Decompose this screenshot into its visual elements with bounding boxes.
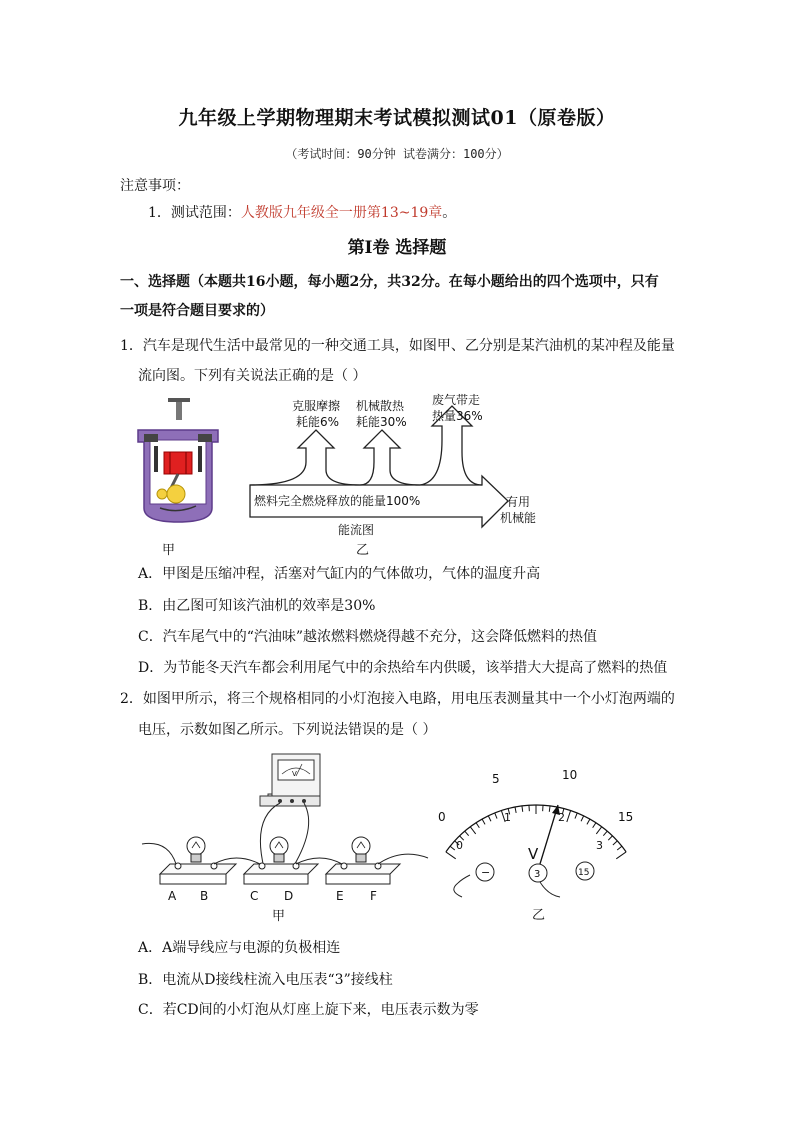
q2-option-b: B．电流从D接线柱流入电压表“3”接线柱 [138,972,393,988]
q2-figure-label-yi: 乙 [532,908,546,923]
dial-tick [596,827,601,834]
q2-option-c: C．若CD间的小灯泡从灯座上旋下来，电压表示数为零 [138,1002,479,1018]
terminal-d: D [284,889,294,903]
loss1-label-line2: 耗能6% [296,415,340,429]
dial-tick [603,831,607,836]
q2-stem-line2: 电压，示数如图乙所示。下列说法错误的是（ ） [138,722,437,738]
dial-tick [515,807,516,813]
dial-terminal-15-label: 15 [578,868,590,878]
dial-tick [495,813,497,819]
notes-item-1-scope: 人教版九年级全一册第13~19章 [240,205,443,221]
q1-figure [130,390,570,560]
q1-option-c: C．汽车尾气中的“汽油味”越浓燃料燃烧得越不充分，这会降低燃料的热值 [138,629,598,645]
terminal-a: A [168,889,177,903]
loss1-label-line1: 克服摩擦 [292,399,341,413]
inner-tick-2: 2 [558,811,565,824]
dial-tick [613,841,617,845]
q2-stem-line1: 2．如图甲所示，将三个规格相同的小灯泡接入电路，用电压表测量其中一个小灯泡两端的 [120,691,675,707]
exam-info: （考试时间：90分钟 试卷满分：100分） [285,147,509,161]
notes-item-1-prefix: 1．测试范围： [148,205,241,221]
q2-circuit-figure [140,748,430,926]
q1-option-a: A．甲图是压缩冲程，活塞对气缸内的气体做功，气体的温度升高 [138,566,541,582]
notes-item-1 [148,203,456,223]
dial-tick [575,813,577,819]
dial-tick [581,816,584,821]
dial-tick [482,819,485,824]
inner-tick-3: 3 [596,839,603,852]
section-instructions-line2: 一项是符合题目要求的） [120,303,274,319]
dial-tick [616,852,626,859]
dial-tick [587,819,590,824]
q2-option-a: A．A端导线应与电源的负极相连 [138,940,341,956]
terminal-b: B [200,889,209,903]
dial-tick [593,823,596,828]
energy-flow-caption: 能流图 [338,523,375,537]
loss3-label-line1: 废气带走 [432,393,481,407]
dial-tick [470,827,475,834]
dial-tick [476,823,479,828]
outer-tick-0: 0 [438,810,446,824]
dial-tick [488,816,491,821]
notes-item-1-suffix: 。 [442,205,457,221]
terminal-f: F [370,889,377,903]
inner-tick-1: 1 [504,811,511,824]
q1-option-b: B．由乙图可知该汽油机的效率是30% [138,598,376,614]
q1-stem-line2: 流向图。下列有关说法正确的是（ ） [138,368,367,384]
page-title: 九年级上学期物理期末考试模拟测试01（原卷版） [178,107,616,129]
dial-terminal-3-label: 3 [534,869,541,880]
terminal-c: C [250,889,259,903]
loss2-label-line2: 耗能30% [356,415,407,429]
outer-tick-15: 15 [618,810,634,824]
useful-energy-label-line2: 机械能 [500,511,537,525]
dial-tick [465,831,469,836]
useful-energy-label-line1: 有用 [506,495,531,509]
voltmeter [260,754,320,806]
section-title: 第Ⅰ卷 选择题 [347,238,447,258]
lamp-board-1 [160,837,236,884]
q1-figure-label-yi: 乙 [356,543,370,558]
section-instructions-line1: 一、选择题（本题共16小题，每小题2分，共32分。在每小题给出的四个选项中，只有 [120,274,659,290]
dial-tick [446,852,456,859]
loss2-label-line1: 机械散热 [356,399,405,413]
q1-stem-line1: 1．汽车是现代生活中最常见的一种交通工具，如图甲、乙分别是某汽油机的某冲程及能量 [120,338,675,354]
q2-dial-figure [432,765,637,925]
engine-cutaway-diagram [138,398,218,522]
inner-tick-0: 0 [456,839,463,852]
voltmeter-symbol: V [292,770,297,778]
dial-terminal-negative-label: − [481,866,491,879]
dial-tick [617,846,622,850]
q1-option-d: D．为节能冬天汽车都会利用尾气中的余热给车内供暖，该举措大大提高了燃料的热值 [138,660,668,676]
dial-unit-symbol: V [528,845,539,863]
terminal-e: E [336,889,344,903]
dial-tick [608,836,612,840]
dial-tick [450,846,455,850]
main-energy-label: 燃料完全燃烧释放的能量100% [254,494,421,508]
notes-heading: 注意事项： [120,178,190,194]
dial-tick [567,811,571,822]
dial-tick [522,806,523,812]
outer-tick-5: 5 [492,772,500,786]
outer-tick-10: 10 [562,768,578,782]
dial-tick [549,806,550,812]
q1-figure-label-jia: 甲 [162,543,176,558]
lamp-board-2 [244,837,318,884]
q2-figure-label-jia: 甲 [272,909,286,924]
lamp-board-3 [326,837,400,884]
loss3-label-line2: 热量36% [432,409,483,423]
